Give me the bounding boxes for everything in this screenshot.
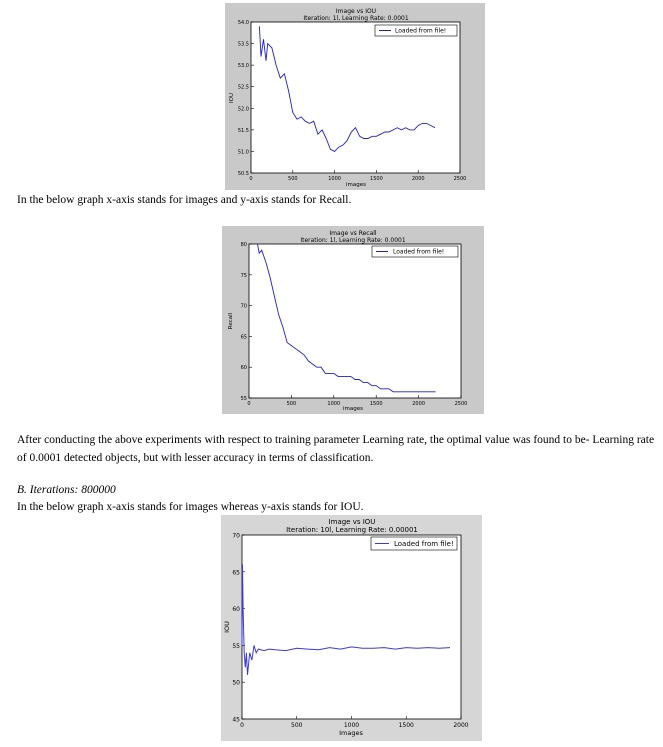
legend-label: Loaded from file! xyxy=(395,27,447,35)
y-tick-label: 54.0 xyxy=(237,20,249,26)
chart-title: Image vs IOU xyxy=(335,8,377,15)
x-axis-label: Images xyxy=(339,729,363,737)
iou-chart-2 xyxy=(221,515,482,741)
iou-chart-1 xyxy=(225,3,485,190)
chart-title: Image vs IOU xyxy=(328,518,376,526)
paragraph-recall-intro: In the below graph x-axis stands for images and y-axis stands for Recall. xyxy=(17,194,352,206)
chart-title: Image vs Recall xyxy=(329,230,377,237)
x-tick-label: 2000 xyxy=(453,722,469,729)
legend xyxy=(372,246,458,257)
plot-area xyxy=(242,535,461,719)
y-tick-label: 51.0 xyxy=(237,149,249,156)
x-tick-label: 1000 xyxy=(343,722,360,729)
y-axis-label: Recall xyxy=(228,312,234,330)
x-tick-label: 1000 xyxy=(327,401,341,407)
y-tick-label: 75 xyxy=(240,272,247,279)
y-tick-label: 70 xyxy=(232,532,240,540)
figure-iou-2 xyxy=(221,515,482,741)
x-tick-label: 0 xyxy=(249,176,253,182)
y-tick-label: 65 xyxy=(240,334,247,341)
y-tick-label: 52.0 xyxy=(237,106,249,113)
x-tick-label: 2500 xyxy=(453,176,467,182)
y-tick-label: 50.5 xyxy=(237,171,249,177)
legend-label: Loaded from file! xyxy=(393,248,445,256)
paragraph-iou-intro: In the below graph x-axis stands for images whereas y-axis stands for IOU. xyxy=(17,501,364,513)
x-tick-label: 2000 xyxy=(411,176,425,182)
x-tick-label: 500 xyxy=(288,176,298,182)
section-heading: B. Iterations: 800000 xyxy=(17,484,116,496)
legend xyxy=(371,537,457,550)
y-tick-label: 70 xyxy=(240,303,247,310)
y-axis-label: IOU xyxy=(229,93,235,103)
y-axis-label: IOU xyxy=(223,621,231,633)
x-tick-label: 1000 xyxy=(328,176,341,182)
y-tick-label: 55 xyxy=(240,396,247,402)
x-tick-label: 1500 xyxy=(398,722,414,729)
y-tick-label: 52.5 xyxy=(237,84,249,91)
x-tick-label: 0 xyxy=(247,401,251,407)
x-tick-label: 500 xyxy=(286,401,297,407)
y-tick-label: 60 xyxy=(240,365,247,372)
y-tick-label: 60 xyxy=(232,606,240,614)
x-tick-label: 1500 xyxy=(369,401,383,407)
y-tick-label: 55 xyxy=(232,642,240,650)
y-tick-label: 45 xyxy=(232,716,240,724)
figure-iou-1 xyxy=(225,3,485,190)
chart-subtitle: Iteration: 1l, Learning Rate: 0.0001 xyxy=(303,15,409,22)
chart-subtitle: Iteration: 10l, Learning Rate: 0.00001 xyxy=(286,526,418,534)
figure-recall xyxy=(222,226,484,414)
y-tick-label: 53.5 xyxy=(237,41,249,48)
y-tick-label: 51.5 xyxy=(237,127,249,134)
legend xyxy=(375,25,457,36)
y-tick-label: 50 xyxy=(232,679,240,687)
x-tick-label: 0 xyxy=(240,722,244,729)
recall-chart xyxy=(222,226,484,414)
y-tick-label: 53.0 xyxy=(237,63,249,70)
x-tick-label: 2500 xyxy=(454,401,468,407)
x-tick-label: 500 xyxy=(291,722,303,729)
paragraph-conclusion: After conducting the above experiments with respect to training parameter Learning rate, the optimal value was found to be- Learning rate of 0.0001 detected objects, but with lesser accuracy in terms of classification. xyxy=(17,434,655,464)
x-tick-label: 1500 xyxy=(370,176,383,182)
plot-area xyxy=(251,22,460,173)
x-axis-label: images xyxy=(346,182,366,188)
legend-label: Loaded from file! xyxy=(394,540,454,548)
y-tick-label: 65 xyxy=(232,569,240,577)
x-tick-label: 2000 xyxy=(412,401,425,407)
chart-subtitle: Iteration: 1l, Learning Rate: 0.0001 xyxy=(300,237,406,244)
y-tick-label: 80 xyxy=(240,242,247,248)
x-axis-label: images xyxy=(343,406,363,412)
